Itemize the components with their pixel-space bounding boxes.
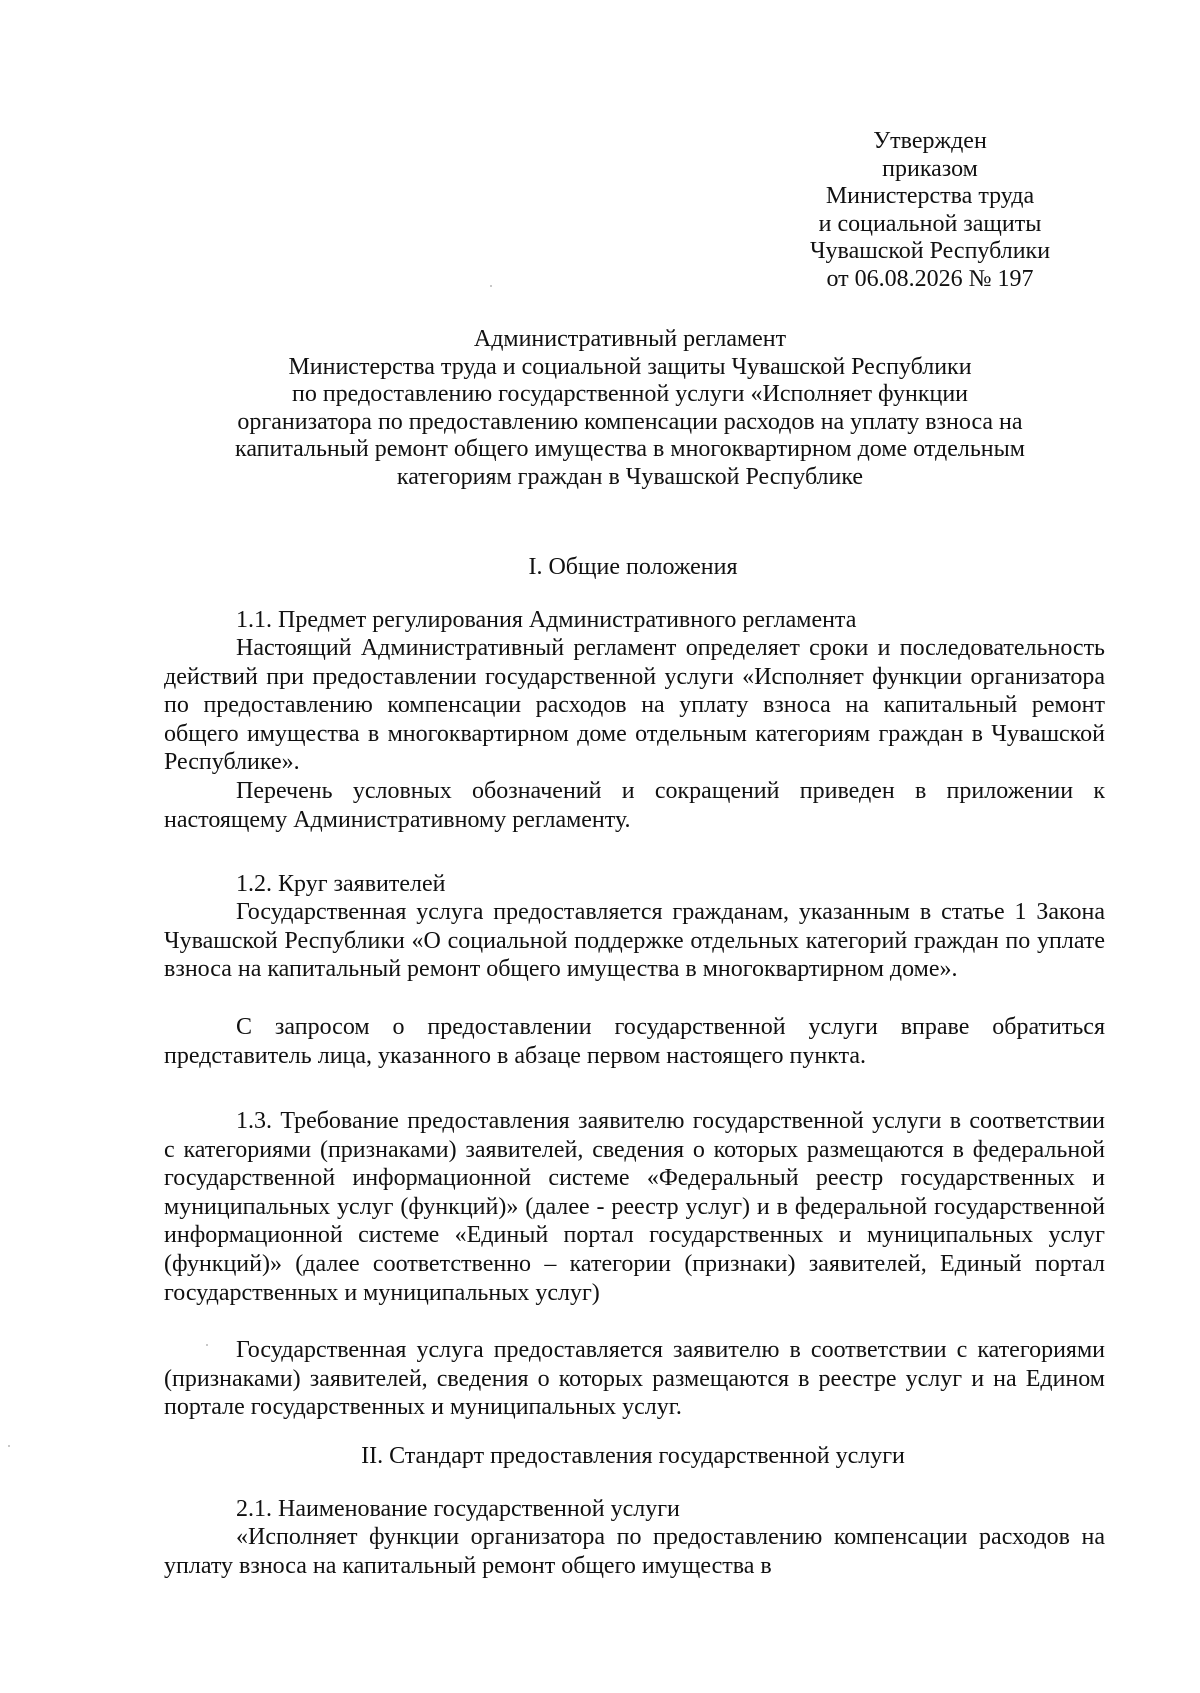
paragraph-1-3-b: Государственная услуга предоставляется заявителю в соответствии с категориями (признаками) заявителей, сведения о которых размещаются в реестре услуг и на Едином портале государственных и муниципальных услуг. bbox=[164, 1337, 1105, 1421]
paragraph-1-1-a: Настоящий Административный регламент определяет сроки и последовательность действий при предоставлении государственной услуги «Исполняет функции организатора по предоставлению компенсации расходов на уплату взноса на капитальный ремонт общего имущества в многоквартирном доме отдельным категориям граждан в Чувашской Республике». bbox=[164, 635, 1105, 776]
paragraph-1-1-b: Перечень условных обозначений и сокращений приведен в приложении к настоящему Административному регламенту. bbox=[164, 778, 1105, 833]
title-line: капитальный ремонт общего имущества в многоквартирном доме отдельным bbox=[235, 436, 1025, 462]
scan-speck bbox=[8, 1445, 10, 1447]
paragraph-1-2-a: Государственная услуга предоставляется гражданам, указанным в статье 1 Закона Чувашской Республики «О социальной поддержке отдельных категорий граждан по уплате взноса на капитальный ремонт общего имущества в многоквартирном доме». bbox=[164, 899, 1105, 983]
approval-line: приказом bbox=[882, 155, 978, 182]
title-line: Министерства труда и социальной защиты Чувашской Республики bbox=[288, 353, 972, 380]
section-heading-general: I. Общие положения bbox=[528, 554, 738, 580]
subsection-heading-2-1: 2.1. Наименование государственной услуги bbox=[236, 1496, 680, 1522]
paragraph-2-1-a: «Исполняет функции организатора по предоставлению компенсации расходов на уплату взноса на капитальный ремонт общего имущества в bbox=[164, 1524, 1105, 1579]
scan-speck bbox=[206, 1344, 208, 1346]
approval-line: Утвержден bbox=[873, 128, 987, 154]
document-title bbox=[160, 326, 1100, 491]
subsection-heading-1-2: 1.2. Круг заявителей bbox=[236, 871, 446, 897]
approval-stamp bbox=[780, 128, 1080, 293]
title-line: по предоставлению государственной услуги «Исполняет функции bbox=[291, 381, 969, 407]
approval-line: Министерства труда bbox=[825, 183, 1035, 209]
approval-line: от 06.08.2026 № 197 bbox=[826, 265, 1034, 292]
paragraph-1-2-b: С запросом о предоставлении государственной услуги вправе обратиться представитель лица, указанного в абзаце первом настоящего пункта. bbox=[164, 1014, 1105, 1069]
title-line: организатора по предоставлению компенсации расходов на уплату взноса на bbox=[237, 408, 1023, 435]
title-line: категориям граждан в Чувашской Республике bbox=[396, 463, 864, 490]
approval-line: Чувашской Республики bbox=[809, 238, 1051, 264]
approval-line: и социальной защиты bbox=[818, 210, 1042, 237]
subsection-heading-1-1: 1.1. Предмет регулирования Административного регламента bbox=[236, 607, 857, 633]
scan-speck bbox=[490, 285, 492, 287]
section-heading-standard: II. Стандарт предоставления государственной услуги bbox=[361, 1443, 905, 1469]
paragraph-1-3-a: 1.3. Требование предоставления заявителю государственной услуги в соответствии с категориями (признаками) заявителей, сведения о которых размещаются в федеральной государственной информационной системе «Федеральный реестр государственных и муниципальных услуг (функций)» (далее - реестр услуг) и в федеральной государственной информационной системе «Единый портал государственных и муниципальных услуг (функций)» (далее соответственно – категории (признаки) заявителей, Единый портал государственных и муниципальных услуг) bbox=[164, 1108, 1105, 1306]
title-line: Административный регламент bbox=[473, 326, 787, 352]
